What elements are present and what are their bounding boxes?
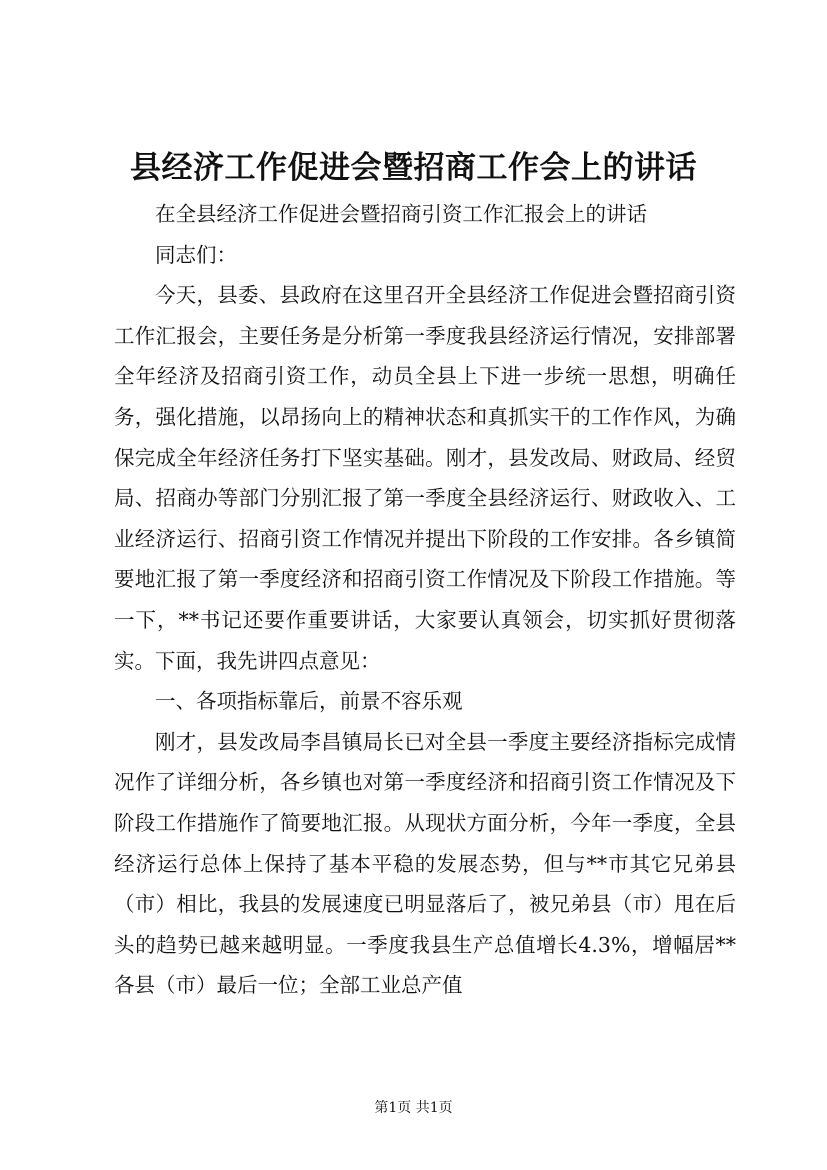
section-heading: 一、各项指标靠后，前景不容乐观 [155, 689, 463, 714]
subtitle-paragraph: 在全县经济工作促进会暨招商引资工作汇报会上的讲话 [155, 202, 647, 226]
page-footer [0, 1098, 827, 1118]
page-number-label: 第1页 共1页 [374, 1100, 453, 1116]
body-paragraph: 今天，县委、县政府在这里召开全县经济工作促进会暨招商引资工作汇报会，主要任务是分析第一季度我县经济运行情况，安排部署全年经济及招商引资工作，动员全县上下进一步统一思想，明确任务，强化措施，以昂扬向上的精神状态和真抓实干的工作作风，为确保完成全年经济任务打下坚实基础。刚才，县发改局、财政局、经贸局、招商办等部门分别汇报了第一季度全县经济运行、财政收入、工业经济运行、招商引资工作情况并提出下阶段的工作安排。各乡镇简要地汇报了第一季度经济和招商引资工作情况及下阶段工作措施。等一下，**书记还要作重要讲话，大家要认真领会，切实抓好贯彻落实。下面，我先讲四点意见： [114, 283, 736, 673]
body-paragraph: 刚才，县发改局李昌镇局长已对全县一季度主要经济指标完成情况作了详细分析，各乡镇也对第一季度经济和招商引资工作情况及下阶段工作措施作了简要地汇报。从现状方面分析，今年一季度，全县经济运行总体上保持了基本平稳的发展态势，但与**市其它兄弟县（市）相比，我县的发展速度已明显落后了，被兄弟县（市）甩在后头的趋势已越来越明显。一季度我县生产总值增长4.3%，增幅居**各县（市）最后一位；全部工业总产值 [114, 729, 736, 998]
salutation-paragraph: 同志们： [155, 242, 237, 267]
document-title: 县经济工作促进会暨招商工作会上的讲话 [130, 150, 697, 186]
document-body [114, 194, 736, 1006]
